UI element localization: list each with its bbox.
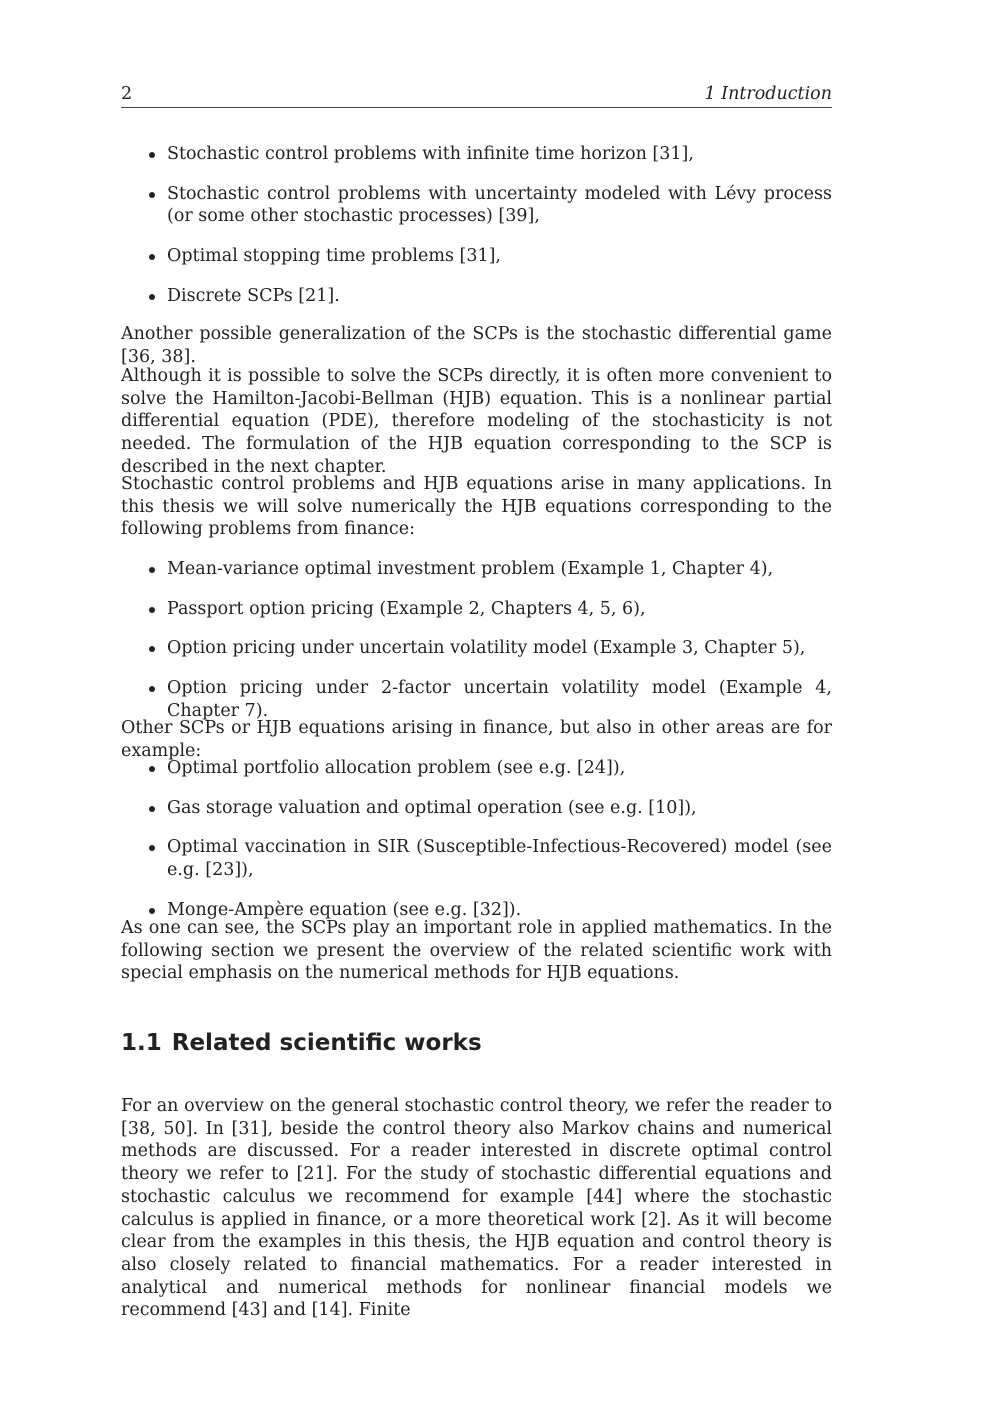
- section-number: 1.1: [121, 1030, 162, 1056]
- bullet-list-generalizations: [121, 143, 832, 308]
- paragraph: For an overview on the general stochastic control theory, we refer the reader to [38, 50]. In [31], beside the control theory also Markov chains and numerical methods are discussed. For a reader interested in discrete optimal control theory we refer to [21]. For the study of stochastic differential equations and stochastic calculus we recommend for example [44] where the stochastic calculus is applied in finance, or a more theoretical work [2]. As it will become clear from the examples in this thesis, the HJB equation and control theory is also closely related to financial mathematics. For a reader interested in analytical and numerical methods for nonlinear financial models we recommend [43] and [14]. Finite: [121, 1096, 832, 1321]
- list-item: Monge-Ampère equation (see e.g. [32]).: [121, 899, 832, 922]
- list-item: Option pricing under 2-factor uncertain volatility model (Example 4, Chapter 7).: [121, 677, 832, 722]
- paragraph: As one can see, the SCPs play an important role in applied mathematics. In the following section we present the overview of the related scientific work with special emphasis on the numerical methods for HJB equations.: [121, 918, 832, 984]
- bullet-list-other-areas: [121, 757, 832, 922]
- list-item: Passport option pricing (Example 2, Chapters 4, 5, 6),: [121, 598, 832, 621]
- list-item: Stochastic control problems with uncertainty modeled with Lévy process (or some other stochastic processes) [39],: [121, 183, 832, 228]
- list-item: Discrete SCPs [21].: [121, 285, 832, 308]
- section-heading: [121, 1032, 482, 1055]
- paragraph: Stochastic control problems and HJB equations arise in many applications. In this thesis we will solve numerically the HJB equations corresponding to the following problems from finance:: [121, 474, 832, 540]
- paragraph: Other SCPs or HJB equations arising in finance, but also in other areas are for example:: [121, 718, 832, 761]
- chapter-title: 1 Introduction: [704, 84, 832, 104]
- section-title: Related scientific works: [171, 1030, 482, 1056]
- list-item: Option pricing under uncertain volatility model (Example 3, Chapter 5),: [121, 637, 832, 660]
- running-header: [121, 83, 832, 108]
- list-item: Optimal portfolio allocation problem (see e.g. [24]),: [121, 757, 832, 780]
- list-item: Gas storage valuation and optimal operation (see e.g. [10]),: [121, 797, 832, 820]
- list-item: Optimal vaccination in SIR (Susceptible-Infectious-Recovered) model (see e.g. [23]),: [121, 836, 832, 881]
- list-item: Optimal stopping time problems [31],: [121, 245, 832, 268]
- paragraph: Although it is possible to solve the SCPs directly, it is often more convenient to solve the Hamilton-Jacobi-Bellman (HJB) equation. This is a nonlinear partial differential equation (PDE), therefore modeling of the stochasticity is not needed. The formulation of the HJB equation corresponding to the SCP is described in the next chapter.: [121, 366, 832, 477]
- list-item: Mean-variance optimal investment problem (Example 1, Chapter 4),: [121, 558, 832, 581]
- paragraph: Another possible generalization of the SCPs is the stochastic differential game [36, 38].: [121, 324, 832, 367]
- page-number: 2: [121, 84, 133, 104]
- bullet-list-finance-problems: [121, 558, 832, 723]
- list-item: Stochastic control problems with infinite time horizon [31],: [121, 143, 832, 166]
